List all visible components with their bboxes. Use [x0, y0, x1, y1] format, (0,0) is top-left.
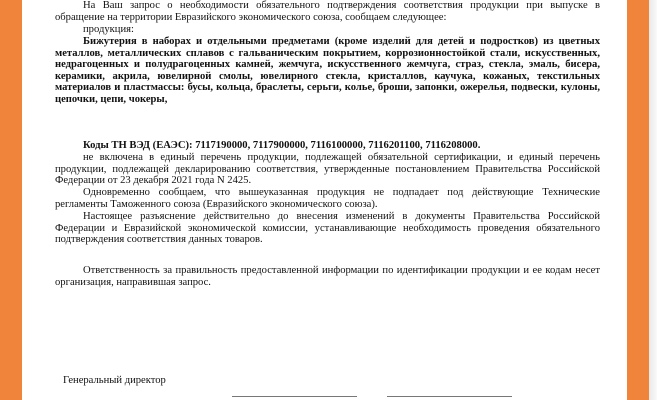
- page-shadow: [649, 0, 657, 400]
- left-accent-bar: [0, 0, 22, 400]
- simultaneously-paragraph: Одновременно сообщаем, что вышеуказанная продукция не подпадает под действующие Технические регламенты Таможенного союза (Евразийского экономического союза).: [55, 187, 600, 210]
- signature-title: Генеральный директор: [63, 375, 166, 386]
- responsibility-paragraph: Ответственность за правильность предоставленной информации по идентификации продукции и ее кодам несет организация, направившая запрос.: [55, 265, 600, 288]
- tnved-codes: Коды ТН ВЭД (ЕАЭС): 7117190000, 7117900000, 7116100000, 7116201100, 7116208000.: [83, 140, 481, 151]
- name-line: [387, 396, 512, 397]
- not-included-paragraph: не включена в единый перечень продукции, подлежащей обязательной сертификации, и единый перечень продукции, подлежащей декларированию соответствия, утвержденные постановлением Правительства Российской Федерации от 23 декабря 2021 года N 2425.: [55, 152, 600, 187]
- right-accent-bar: [627, 0, 649, 400]
- intro-paragraph: На Ваш запрос о необходимости обязательного подтверждения соответствия продукции при выпуске в обращение на территории Евразийского экономического союза, сообщаем следующее:: [55, 0, 600, 23]
- product-label: продукция:: [83, 24, 134, 35]
- product-description: Бижутерия в наборах и отдельными предметами (кроме изделий для детей и подростков) из цветных металлов, металлических сплавов с гальваническим покрытием, коррозионностойкой стали, искусственных, недрагоценных и полудрагоценных камней, жемчуга, искусственного жемчуга, страз, стекла, эмаль, бисера, керамики, акрила, ювелирной смолы, ювелирного стекла, кристаллов, каучука, кожаных, текстильных материалов и пластмассы: бусы, кольца, браслеты, серьги, колье, броши, запонки, ожерелья, подвески, кулоны, цепочки, цепи, чокеры,: [55, 36, 600, 105]
- letter-page: [22, 0, 627, 400]
- validity-paragraph: Настоящее разъяснение действительно до внесения изменений в документы Правительства Российской Федерации и Евразийской экономической комиссии, устанавливающие необходимость проведения обязательного подтверждения соответствия данных товаров.: [55, 211, 600, 246]
- signature-line: [232, 396, 357, 397]
